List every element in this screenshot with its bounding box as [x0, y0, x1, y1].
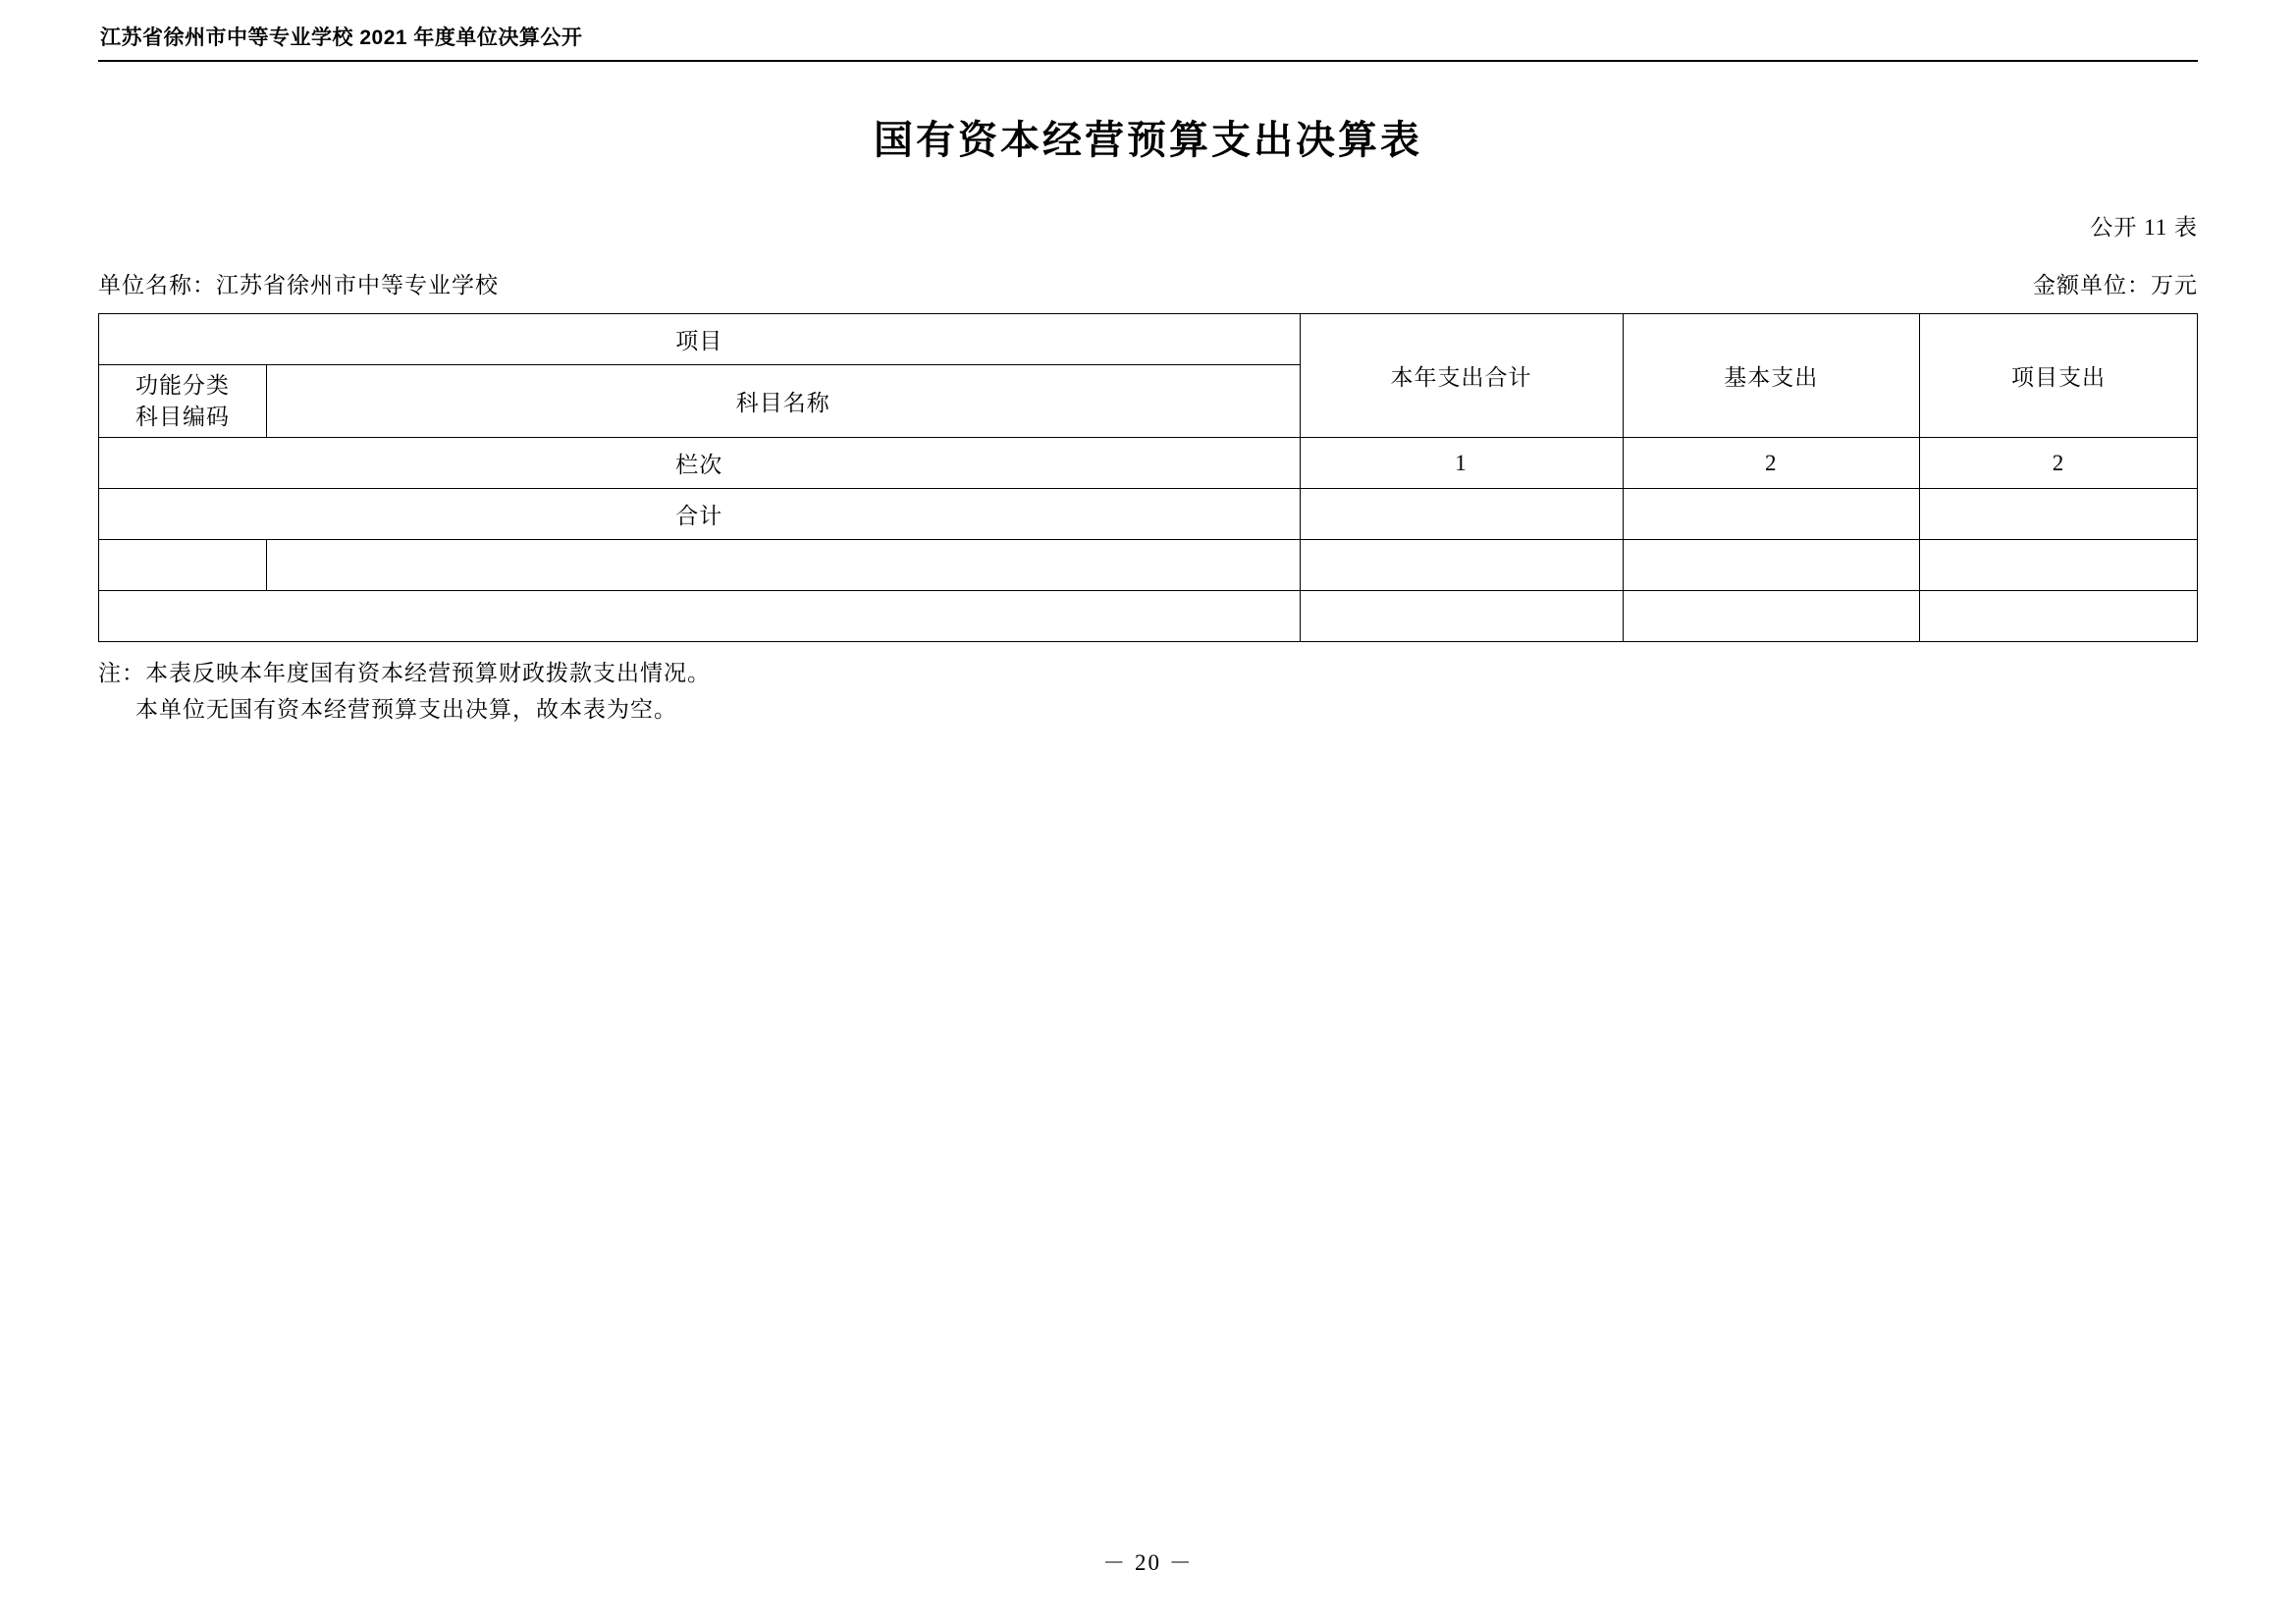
header-code: [99, 365, 267, 438]
page-number: － 20 －: [1102, 1550, 1194, 1575]
budget-expenditure-table: [98, 313, 2198, 642]
header-basic: 基本支出: [1623, 314, 1920, 438]
amount-unit: 金额单位：万元: [2033, 273, 2198, 298]
header-divider: [98, 60, 2198, 62]
rank-label: 栏次: [99, 438, 1301, 489]
note-line-2: 本单位无国有资本经营预算支出决算，故本表为空。: [135, 696, 677, 722]
row-1-project: [1920, 540, 2198, 591]
unit-name-label: 单位名称：: [98, 273, 216, 298]
row-2-project: [1920, 591, 2198, 642]
header-code-line1: 功能分类: [135, 373, 231, 399]
page-title: 国有资本经营预算支出决算表: [874, 119, 1422, 162]
row-2-basic: [1623, 591, 1920, 642]
rank-basic: 2: [1623, 438, 1920, 489]
table-row: [99, 540, 2198, 591]
note-line-1: 注：本表反映本年度国有资本经营预算财政拨款支出情况。: [98, 661, 711, 685]
table-row: [99, 489, 2198, 540]
header-group-item: 项目: [99, 314, 1301, 365]
meta-row: [98, 267, 2198, 299]
table-label: 公开 11 表: [2090, 215, 2198, 240]
header-subject-name: 科目名称: [267, 365, 1301, 438]
table-row: [99, 591, 2198, 642]
row-2-name: [99, 591, 1301, 642]
row-1-basic: [1623, 540, 1920, 591]
row-1-total: [1300, 540, 1623, 591]
header-project: 项目支出: [1920, 314, 2198, 438]
row-1-name: [267, 540, 1301, 591]
rank-project: 2: [1920, 438, 2198, 489]
unit-name: [98, 267, 499, 299]
table-label-row: [98, 209, 2198, 242]
table-header-row-group: [99, 314, 2198, 365]
row-0-basic: [1623, 489, 1920, 540]
header-code-line2: 科目编码: [135, 404, 231, 429]
running-header: 江苏省徐州市中等专业学校 2021 年度单位决算公开: [100, 27, 583, 49]
table-notes: [98, 656, 2198, 729]
unit-name-value: 江苏省徐州市中等专业学校: [216, 273, 499, 298]
row-1-code: [99, 540, 267, 591]
rank-total: 1: [1300, 438, 1623, 489]
row-0-name: 合计: [99, 489, 1301, 540]
row-0-total: [1300, 489, 1623, 540]
table-rank-row: [99, 438, 2198, 489]
row-0-project: [1920, 489, 2198, 540]
header-total: 本年支出合计: [1300, 314, 1623, 438]
row-2-total: [1300, 591, 1623, 642]
